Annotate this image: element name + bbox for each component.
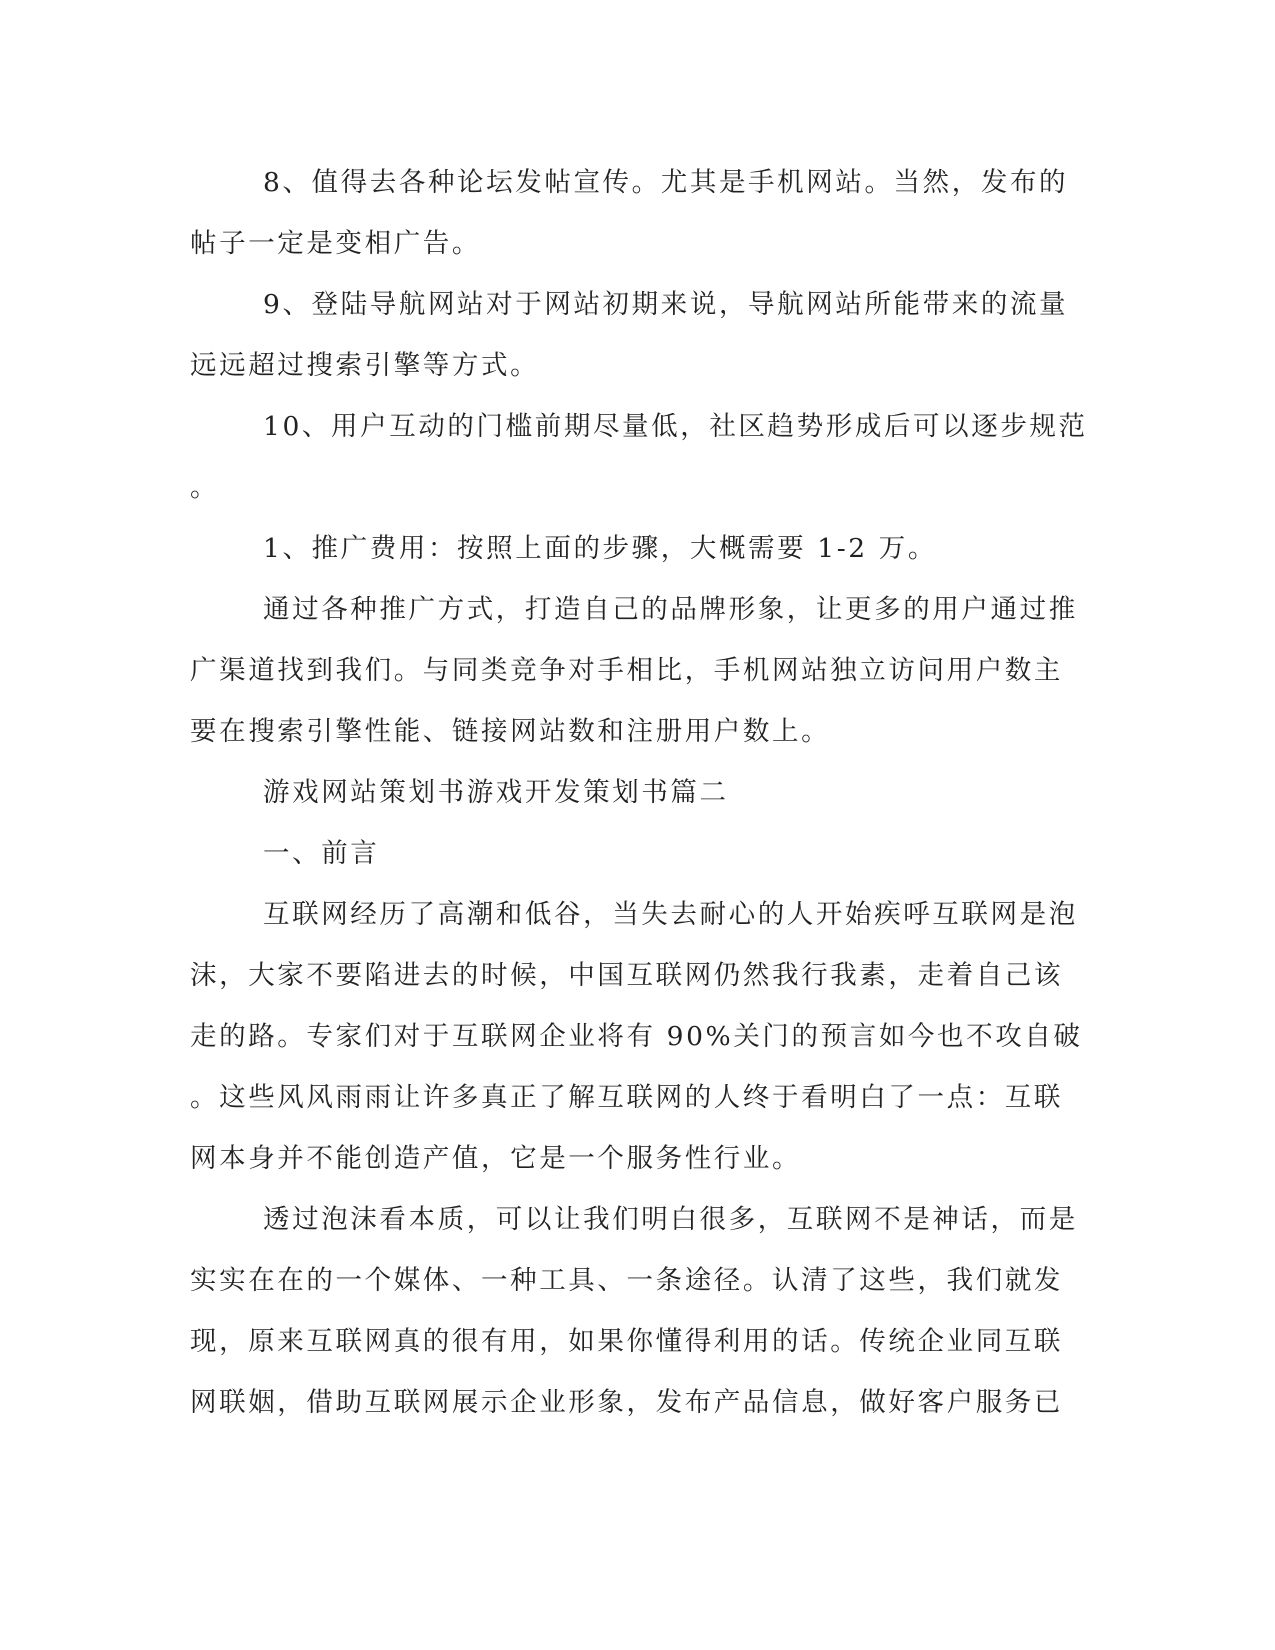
text-line: 9、登陆导航网站对于网站初期来说，导航网站所能带来的流量 (263, 289, 1069, 320)
text-line: 。 (190, 472, 220, 503)
document-body (190, 152, 1088, 1433)
text-line: 网联姻，借助互联网展示企业形象，发布产品信息，做好客户服务已 (190, 1387, 1063, 1418)
text-line: 现，原来互联网真的很有用，如果你懂得利用的话。传统企业同互联 (190, 1326, 1063, 1357)
text-line: 走的路。专家们对于互联网企业将有 90%关门的预言如今也不攻自破 (190, 1021, 1083, 1052)
text-line: 1、推广费用：按照上面的步骤，大概需要 1-2 万。 (263, 533, 937, 564)
text-line: 帖子一定是变相广告。 (190, 228, 481, 259)
text-line: 实实在在的一个媒体、一种工具、一条途径。认清了这些，我们就发 (190, 1265, 1063, 1296)
text-line: 通过各种推广方式，打造自己的品牌形象，让更多的用户通过推 (263, 594, 1078, 625)
text-line: 广渠道找到我们。与同类竞争对手相比，手机网站独立访问用户数主 (190, 655, 1063, 686)
text-line: 透过泡沫看本质，可以让我们明白很多，互联网不是神话，而是 (263, 1204, 1078, 1235)
text-line: 远远超过搜索引擎等方式。 (190, 350, 540, 381)
section-heading: 游戏网站策划书游戏开发策划书篇二 (263, 777, 729, 808)
text-line: 。这些风风雨雨让许多真正了解互联网的人终于看明白了一点：互联 (190, 1082, 1063, 1113)
text-line: 沫，大家不要陷进去的时候，中国互联网仍然我行我素，走着自己该 (190, 960, 1063, 991)
section-heading: 一、前言 (263, 838, 380, 869)
text-line: 网本身并不能创造产值，它是一个服务性行业。 (190, 1143, 802, 1174)
text-line: 10、用户互动的门槛前期尽量低，社区趋势形成后可以逐步规范 (263, 411, 1088, 442)
text-line: 要在搜索引擎性能、链接网站数和注册用户数上。 (190, 716, 831, 747)
text-line: 8、值得去各种论坛发帖宣传。尤其是手机网站。当然，发布的 (263, 167, 1069, 198)
text-line: 互联网经历了高潮和低谷，当失去耐心的人开始疾呼互联网是泡 (263, 899, 1078, 930)
